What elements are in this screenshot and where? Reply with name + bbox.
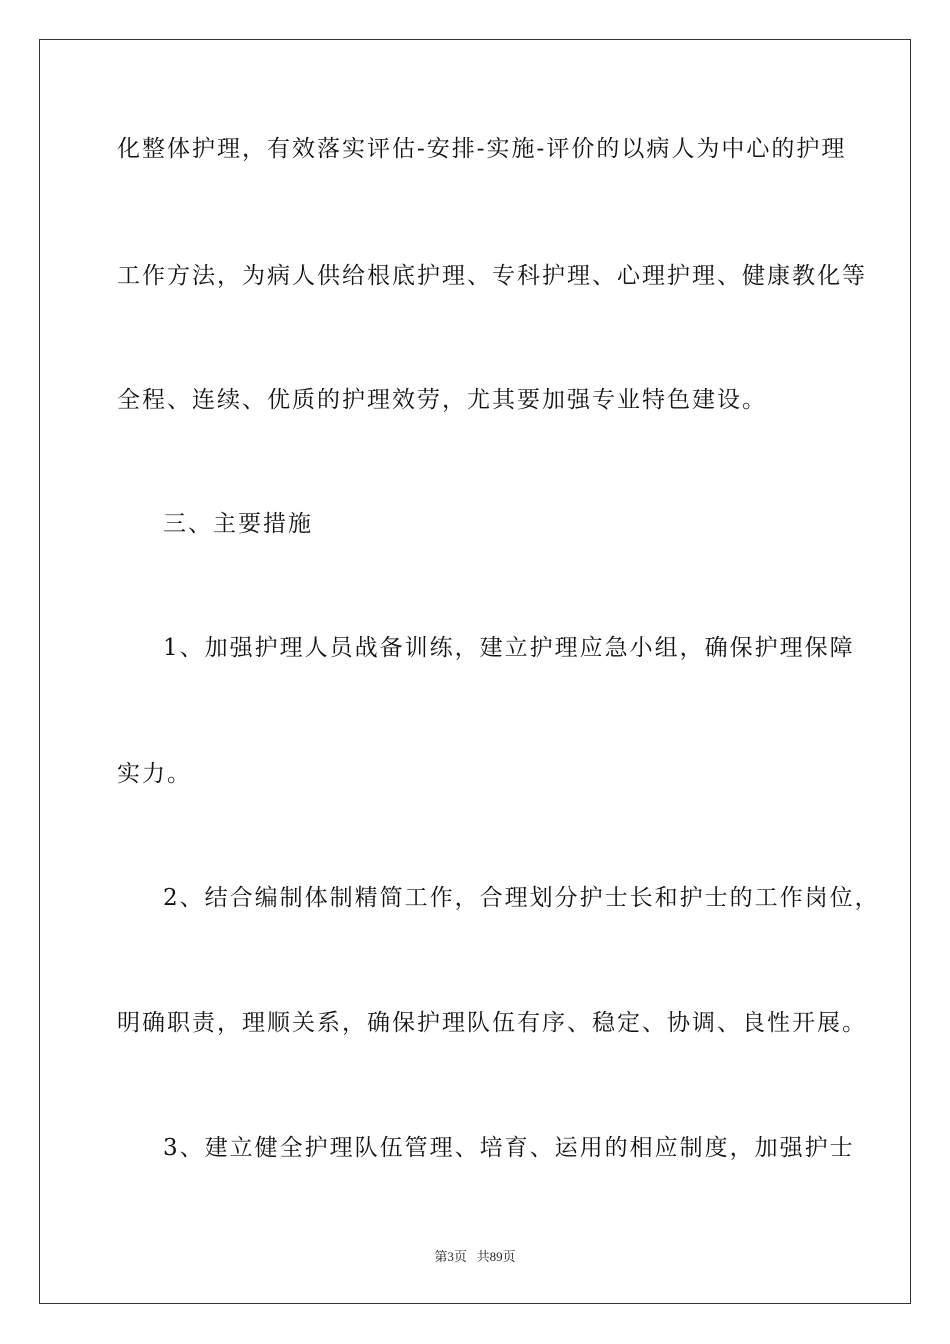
section-heading: 三、主要措施	[163, 511, 313, 537]
paragraph-line-8: 明确职责，理顺关系，确保护理队伍有序、稳定、协调、良性开展。	[117, 1010, 867, 1036]
paragraph-line-5: 1、加强护理人员战备训练，建立护理应急小组，确保护理保障	[163, 635, 855, 661]
paragraph-line-3: 全程、连续、优质的护理效劳，尤其要加强专业特色建设。	[117, 387, 767, 413]
paragraph-line-1: 化整体护理，有效落实评估-安排-实施-评价的以病人为中心的护理	[117, 136, 847, 162]
paragraph-line-7: 2、结合编制体制精简工作，合理划分护士长和护士的工作岗位，	[163, 885, 880, 911]
paragraph-line-6: 实力。	[117, 761, 192, 787]
paragraph-line-2: 工作方法，为病人供给根底护理、专科护理、心理护理、健康教化等	[117, 263, 867, 289]
paragraph-line-9: 3、建立健全护理队伍管理、培育、运用的相应制度，加强护士	[163, 1135, 855, 1161]
total-pages-label: 共89页	[476, 1249, 516, 1264]
page-border	[39, 39, 911, 1304]
current-page-label: 第3页	[434, 1249, 467, 1264]
page-footer	[0, 1246, 950, 1265]
